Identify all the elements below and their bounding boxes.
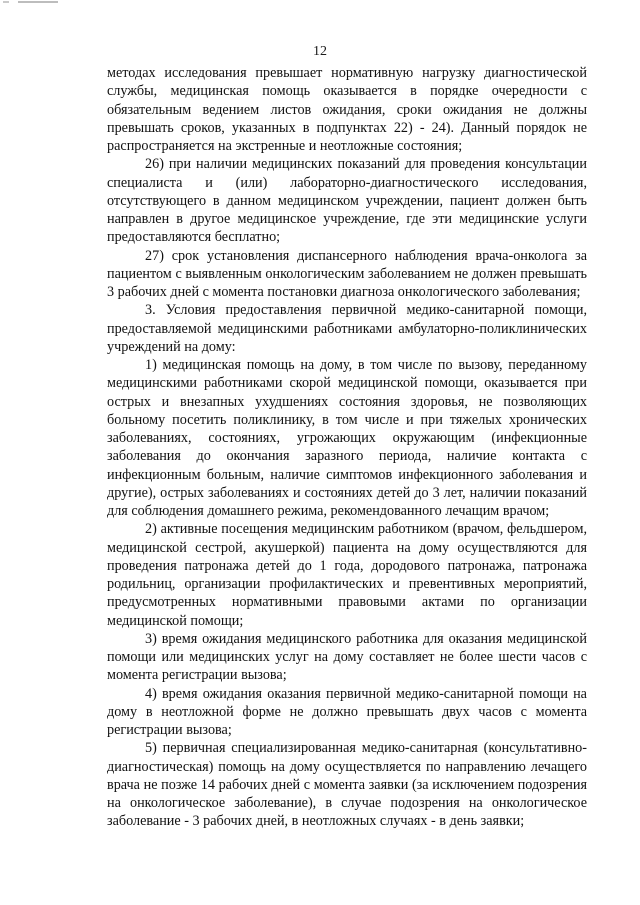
paragraph-item-3: 3) время ожидания медицинского работника для оказания медицинской помощи или медицинских услуг на дому составляет не более шести часов с момента регистрации вызова; bbox=[107, 630, 587, 684]
section-3-heading: 3. Условия предоставления первичной медико-санитарной помощи, предоставляемой медицинскими работниками амбулаторно-поликлинических учреждений на дому: bbox=[107, 302, 587, 355]
paragraph-item-26: 26) при наличии медицинских показаний для проведения консультации специалиста и (или) лабораторно-диагностического исследования, отсутствующего в данном медицинском учреждении, пациент должен быть направлен в другое медицинское учреждение, где эти медицинские услуги предоставляются бесплатно; bbox=[107, 156, 587, 246]
paragraph-item-2: 2) активные посещения медицинским работником (врачом, фельдшером, медицинской сестрой, акушеркой) пациента на дому осуществляются для проведения патронажа детей до 1 года, дородового патронажа, патронажа родильниц, организации профилактических и превентивных мероприятий, предусмотренных нормативными правовыми актами по организации медицинской помощи; bbox=[107, 521, 587, 629]
paragraph-item-5: 5) первичная специализированная медико-санитарная (консультативно-диагностическая) помощь на дому осуществляется по направлению лечащего врача не позже 14 рабочих дней с момента заявки (за исключением подозрения на онкологическое заболевание), в случае подозрения на онкологическое заболевание - 3 рабочих дней, в неотложных случаях - в день заявки; bbox=[107, 740, 587, 830]
paragraph-continuation: методах исследования превышает нормативную нагрузку диагностической службы, медицинская помощь оказывается в порядке очередности с обязательным ведением листов ожидания, сроки ожидания не должны превышать сроков, указанных в подпунктах 22) - 24). Данный порядок не распространяется на экстренные и неотложные состояния; bbox=[107, 65, 587, 154]
document-body bbox=[107, 64, 587, 831]
paragraph-item-27: 27) срок установления диспансерного наблюдения врача-онколога за пациентом с выявленным онкологическим заболеванием не должен превышать 3 рабочих дней с момента постановки диагноза онкологического заболевания; bbox=[107, 247, 587, 300]
paragraph-item-4: 4) время ожидания оказания первичной медико-санитарной помощи на дому в неотложной форме не должно превышать двух часов с момента регистрации вызова; bbox=[107, 685, 587, 738]
paragraph-item-1: 1) медицинская помощь на дому, в том числе по вызову, переданному медицинскими работниками скорой медицинской помощи, оказывается при острых и внезапных ухудшениях состояния здоровья, не позволяющих больному посетить поликлинику, в том числе и при тяжелых хронических заболеваниях, состояниях, угрожающих окружающим (инфекционные заболевания до окончания заразного периода, наличие контакта с инфекционным больным, наличие симптомов инфекционного заболевания и другие), острых заболеваниях и состояниях детей до 3 лет, наличии показаний для соблюдения домашнего режима, рекомендованного лечащим врачом; bbox=[107, 357, 587, 519]
page-number: 12 bbox=[313, 44, 327, 59]
scan-artifact bbox=[0, 0, 62, 4]
